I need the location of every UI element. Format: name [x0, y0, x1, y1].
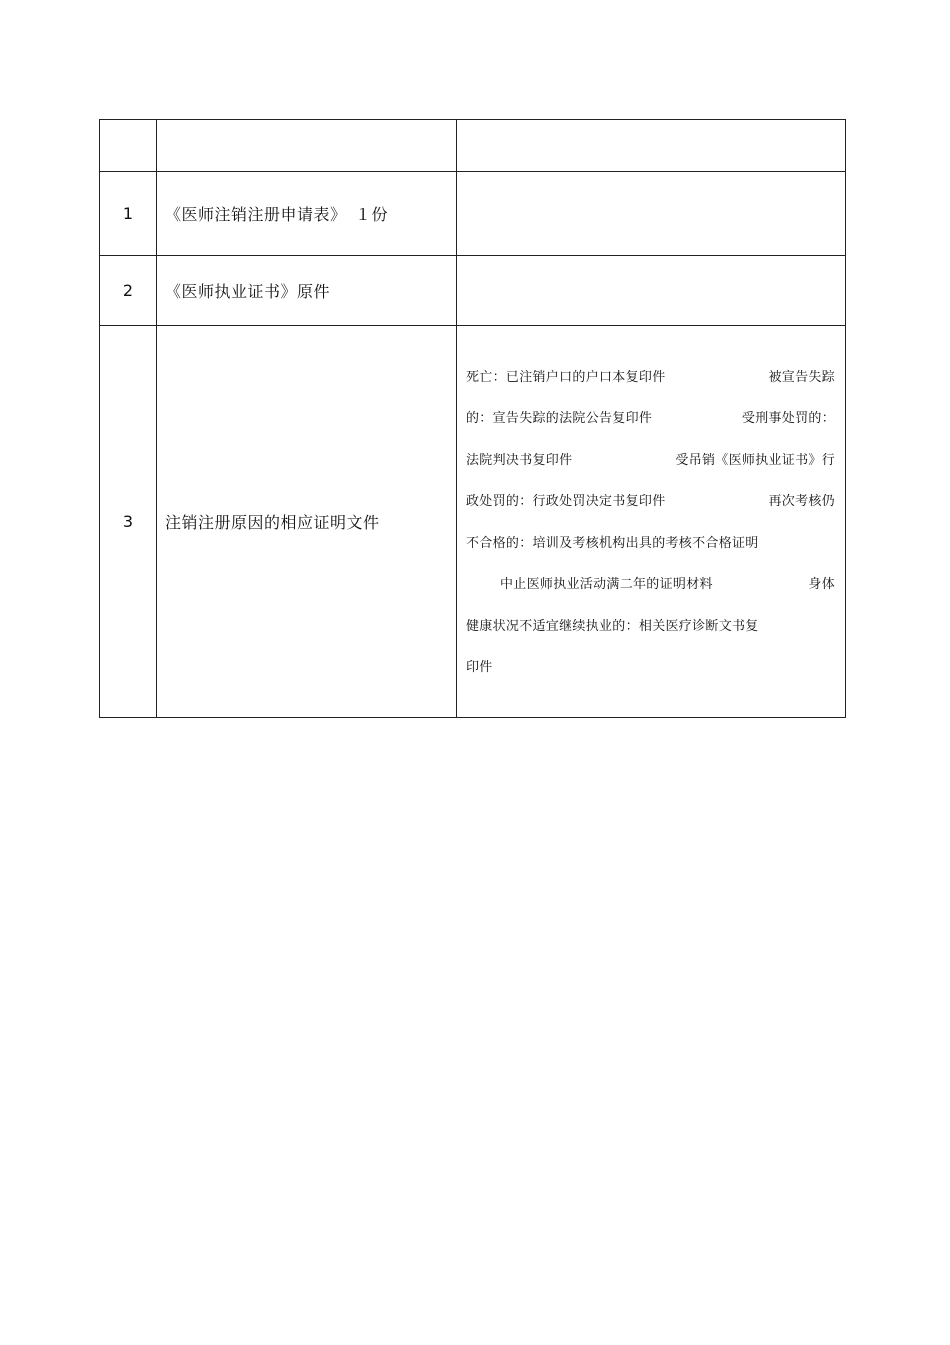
- note-line: [466, 647, 835, 689]
- note-line-left: 死亡：已注销户口的户口本复印件: [466, 369, 666, 385]
- row-number: 3: [100, 326, 157, 718]
- row-item: 《医师注销注册申请表》 １份: [157, 172, 457, 256]
- table-row: [100, 256, 846, 326]
- table-row: [100, 326, 846, 718]
- row-number: 1: [100, 172, 157, 256]
- row-item: 注销注册原因的相应证明文件: [157, 326, 457, 718]
- row-note: [457, 172, 846, 256]
- note-line-right: 受吊销《医师执业证书》行: [675, 452, 835, 468]
- row-item: 《医师执业证书》原件: [157, 256, 457, 326]
- note-line: [466, 606, 835, 648]
- table-header-row: [100, 120, 846, 172]
- row-note: [457, 326, 846, 718]
- note-line: [466, 564, 835, 606]
- row-note: [457, 256, 846, 326]
- note-line: [466, 440, 835, 482]
- header-cell-item: [157, 120, 457, 172]
- note-line-left: 中止医师执业活动满二年的证明材料: [500, 577, 713, 592]
- note-line-left: 法院判决书复印件: [466, 452, 573, 468]
- note-line-left: 健康状况不适宜继续执业的：相关医疗诊断文书复: [466, 618, 759, 634]
- header-cell-num: [100, 120, 157, 172]
- note-line: [466, 481, 835, 523]
- note-line-left: 印件: [466, 660, 493, 675]
- note-line: [466, 398, 835, 440]
- proof-requirements: [466, 337, 835, 707]
- row-number: 2: [100, 256, 157, 326]
- note-line: [466, 523, 835, 565]
- header-cell-note: [457, 120, 846, 172]
- note-line-left: 不合格的：培训及考核机构出具的考核不合格证明: [466, 535, 759, 551]
- note-line-left: 的：宣告失踪的法院公告复印件: [466, 411, 653, 426]
- materials-table: [99, 119, 846, 718]
- note-line-left: 政处罚的：行政处罚决定书复印件: [466, 494, 666, 509]
- note-line-right: 再次考核仍: [768, 494, 835, 509]
- note-line-right: 身体: [808, 577, 835, 592]
- note-line: [466, 357, 835, 399]
- note-line-right: 受刑事处罚的：: [741, 411, 835, 426]
- table-row: [100, 172, 846, 256]
- note-line-right: 被宣告失踪: [768, 369, 835, 385]
